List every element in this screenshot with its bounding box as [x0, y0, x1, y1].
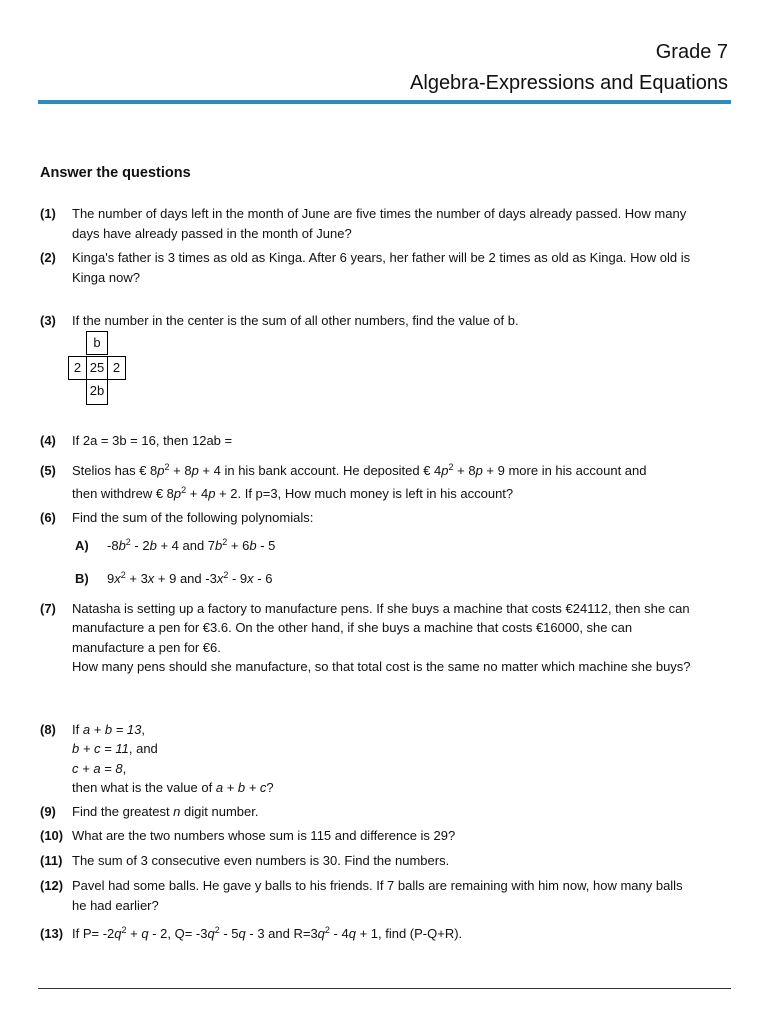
question-6a	[75, 536, 275, 556]
question-number: (10)	[40, 828, 64, 843]
question-text: Pavel had some balls. He gave y balls to his friends. If 7 balls are remaining with him now, how many balls he had earlier?	[72, 878, 683, 913]
question-text: Find the sum of the following polynomials:	[72, 510, 314, 525]
question-text: If $P= -2q^2 + q - 2$, $Q= -3q^2 - 5q - 3$ and $R=3q^2 - 4q + 1$, find (P-Q+R).	[72, 925, 463, 941]
question-number: (3)	[40, 313, 56, 328]
grid-cell-bottom: 2b	[86, 379, 108, 405]
question-2	[40, 248, 700, 288]
question-text: Find the greatest n digit number.	[72, 804, 259, 819]
question-text: The number of days left in the month of June are five times the number of days already passed. How many days have already passed in the month of June?	[72, 206, 687, 241]
question-11	[40, 851, 700, 871]
question-6b	[75, 569, 272, 589]
question-13	[40, 924, 700, 944]
question-10	[40, 826, 700, 846]
question-text: Stelios has € $8p^2 + 8p + 4$ in his bank account. He deposited € $4p^2 + 8p + 9$ more in his account and then withdrew € $8p^2 + 4p + 2$. If p=3, How much money is left in his account?	[72, 462, 647, 501]
sub-label: B)	[75, 571, 89, 586]
sub-label: A)	[75, 538, 89, 553]
question-3	[40, 311, 700, 331]
polynomial-expression: $-8b^2 - 2b + 4$ and $7b^2 + 6b - 5$	[107, 537, 276, 553]
question-number: (7)	[40, 601, 56, 616]
question-5	[40, 459, 700, 505]
header-divider	[38, 100, 731, 104]
section-title: Answer the questions	[40, 165, 191, 181]
question-6	[40, 508, 700, 528]
grid-cell-center: 25	[86, 356, 108, 380]
grade-label: Grade 7	[655, 41, 728, 63]
question-text: If the number in the center is the sum of all other numbers, find the value of b.	[72, 313, 519, 328]
question-text: If 2a = 3b = 16, then 12ab =	[72, 433, 233, 448]
question-number: (5)	[40, 463, 56, 478]
question-1	[40, 204, 700, 244]
question-7	[40, 599, 700, 677]
question-number: (11)	[40, 853, 63, 868]
question-number: (12)	[40, 878, 64, 893]
question-text-continued: How many pens should she manufacture, so that total cost is the same no matter which machine she buys?	[72, 659, 691, 675]
grid-cell-top: b	[86, 331, 108, 355]
number-cross-grid	[68, 331, 126, 407]
question-8	[40, 720, 700, 797]
question-text: Natasha is setting up a factory to manufacture pens. If she buys a machine that costs €24112, then she can manufacture a pen for €3.6. On the other hand, if she buys a machine that costs €16000, she can manufacture a pen for €6.	[72, 601, 690, 655]
question-9	[40, 802, 700, 822]
question-number: (4)	[40, 433, 56, 448]
polynomial-expression: $9x^2 + 3x + 9$ and $-3x^2 - 9x - 6$	[107, 570, 273, 586]
question-text: The sum of 3 consecutive even numbers is 30. Find the numbers.	[72, 853, 450, 868]
question-number: (2)	[40, 250, 56, 265]
grid-cell-left: 2	[68, 356, 87, 380]
question-4	[40, 431, 700, 451]
question-number: (9)	[40, 804, 56, 819]
question-number: (6)	[40, 510, 56, 525]
question-number: (1)	[40, 206, 56, 221]
topic-title: Algebra-Expressions and Equations	[410, 72, 728, 94]
footer-divider	[38, 988, 731, 989]
question-text: What are the two numbers whose sum is 115 and difference is 29?	[72, 828, 456, 843]
question-text: If a + b = 13, b + c = 11, and c + a = 8, then what is the value of a + b + c?	[72, 722, 274, 795]
grid-cell-right: 2	[107, 356, 126, 380]
page-header	[410, 38, 728, 97]
question-text: Kinga's father is 3 times as old as Kinga. After 6 years, her father will be 2 times as old as Kinga. How old is Kinga now?	[72, 250, 691, 285]
question-number: (8)	[40, 722, 56, 737]
question-12	[40, 876, 700, 916]
question-number: (13)	[40, 926, 64, 941]
